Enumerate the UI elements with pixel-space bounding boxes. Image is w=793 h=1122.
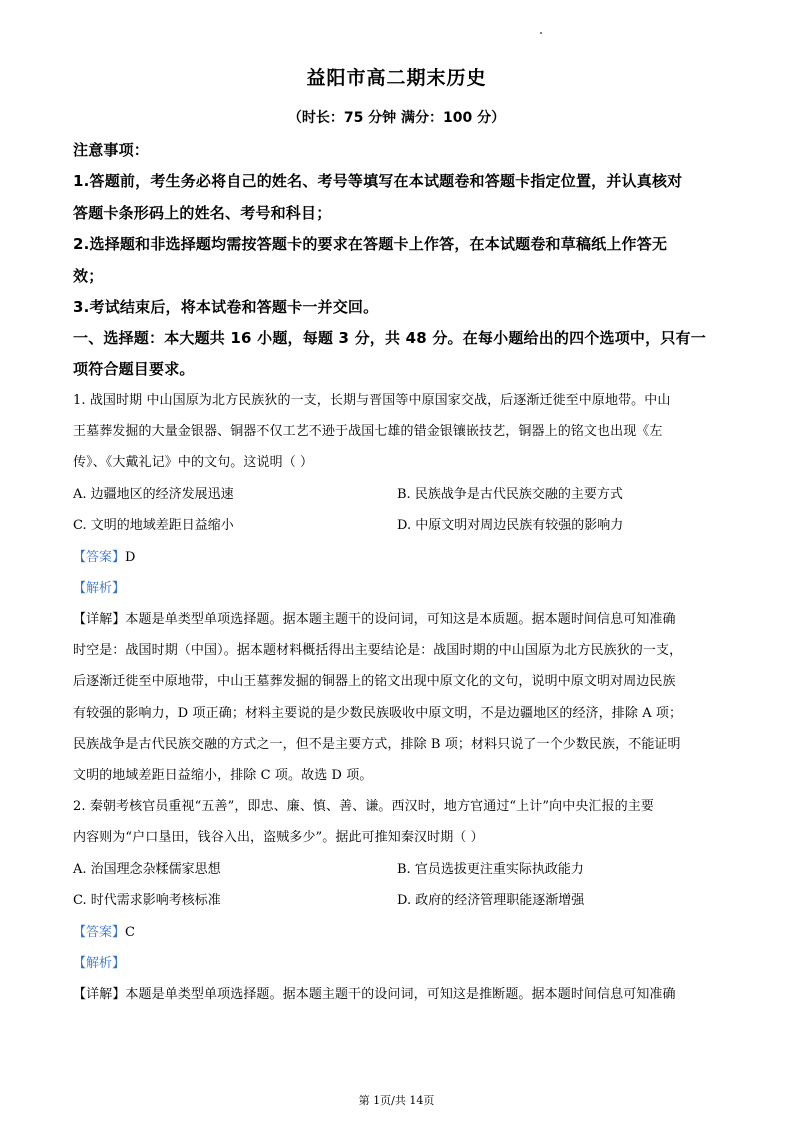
q2-analysis: 【解析】 <box>73 956 126 971</box>
q2-answer-value: C <box>125 925 135 940</box>
q1-stem-line-3: 传》、《大戴礼记》中的文句。这说明（ ） <box>73 455 314 470</box>
q1-detail-line-1: 【详解】本题是单类型单项选择题。据本题主题干的设问词，可知这是本质题。据本题时间信息可知准确 <box>73 612 676 627</box>
q1-detail-line-3: 后逐渐迁徙至中原地带，中山王墓葬发掘的铜器上的铭文出现中原文化的文句，说明中原文明对周边民族 <box>73 674 676 689</box>
section-heading-line-2: 项符合题目要求。 <box>73 360 195 378</box>
exam-duration-score: （时长：75 分钟 满分：100 分） <box>287 110 506 126</box>
q1-analysis: 【解析】 <box>73 581 126 596</box>
q2-option-d: D. 政府的经济管理职能逐渐增强 <box>397 893 585 908</box>
q1-answer-value: D <box>125 550 136 565</box>
q2-stem-line-2: 内容则为“户口垦田，钱谷入出，盗贼多少”。据此可推知秦汉时期（ ） <box>73 830 484 845</box>
q2-answer: 【答案】C <box>73 925 135 940</box>
q2-answer-label: 答案 <box>86 925 113 940</box>
q1-detail-line-2: 时空是：战国时期（中国）。据本题材料概括得出主要结论是：战国时期的中山国原为北方民族狄的一支， <box>73 643 683 658</box>
page-title: 益阳市高二期末历史 <box>306 67 487 89</box>
q1-answer-label: 答案 <box>86 550 113 565</box>
q2-analysis-label: 解析 <box>86 956 113 971</box>
notice-line-1: 1.答题前，考生务必将自己的姓名、考号等填写在本试题卷和答题卡指定位置，并认真核对 <box>73 172 683 190</box>
q1-detail-label: 详解 <box>86 612 113 627</box>
q2-option-a: A. 治国理念杂糅儒家思想 <box>73 862 221 877</box>
notice-line-5: 3.考试结束后，将本试卷和答题卡一并交回。 <box>73 298 379 316</box>
q2-option-b: B. 官员选拔更注重实际执政能力 <box>397 862 584 877</box>
q2-detail-line-1: 【详解】本题是单类型单项选择题。据本题主题干的设问词，可知这是推断题。据本题时间信息可知准确 <box>73 987 676 1002</box>
section-heading-line-1: 一、选择题：本大题共 16 小题，每题 3 分，共 48 分。在每小题给出的四个选项中，只有一 <box>73 329 706 347</box>
scan-dot <box>540 32 542 34</box>
q1-option-d: D. 中原文明对周边民族有较强的影响力 <box>397 518 624 533</box>
page-number: 第 1页/共 14页 <box>358 1094 435 1107</box>
q1-stem-line-1: 1. 战国时期 中山国原为北方民族狄的一支，长期与晋国等中原国家交战，后逐渐迁徙至中原地带。中山 <box>73 393 671 408</box>
notice-line-4: 效； <box>73 267 104 285</box>
q1-detail-line-5: 民族战争是古代民族交融的方式之一，但不是主要方式，排除 B 项；材料只说了一个少数民族，不能证明 <box>73 737 681 752</box>
q2-detail-label: 详解 <box>86 987 113 1002</box>
q1-option-b: B. 民族战争是古代民族交融的主要方式 <box>397 487 623 502</box>
q1-option-c: C. 文明的地域差距日益缩小 <box>73 518 234 533</box>
q1-detail-line-6: 文明的地域差距日益缩小，排除 C 项。故选 D 项。 <box>73 768 373 783</box>
q1-detail-line-4: 有较强的影响力，D 项正确；材料主要说的是少数民族吸收中原文明，不是边疆地区的经济，排除 A 项； <box>73 706 683 721</box>
q1-stem-line-2: 王墓葬发掘的大量金银器、铜器不仅工艺不逊于战国七雄的错金银镶嵌技艺，铜器上的铭文也出现《左 <box>73 424 663 439</box>
q1-answer: 【答案】D <box>73 550 136 565</box>
notice-heading: 注意事项： <box>73 141 150 159</box>
q2-stem-line-1: 2. 秦朝考核官员重视“五善”，即忠、廉、慎、善、谦。西汉时，地方官通过“上计”向中央汇报的主要 <box>73 799 654 814</box>
q1-option-a: A. 边疆地区的经济发展迅速 <box>73 487 234 502</box>
notice-line-2: 答题卡条形码上的姓名、考号和科目； <box>73 204 332 222</box>
q2-option-c: C. 时代需求影响考核标准 <box>73 893 221 908</box>
notice-line-3: 2.选择题和非选择题均需按答题卡的要求在答题卡上作答，在本试题卷和草稿纸上作答无 <box>73 235 668 253</box>
q1-analysis-label: 解析 <box>86 581 113 596</box>
